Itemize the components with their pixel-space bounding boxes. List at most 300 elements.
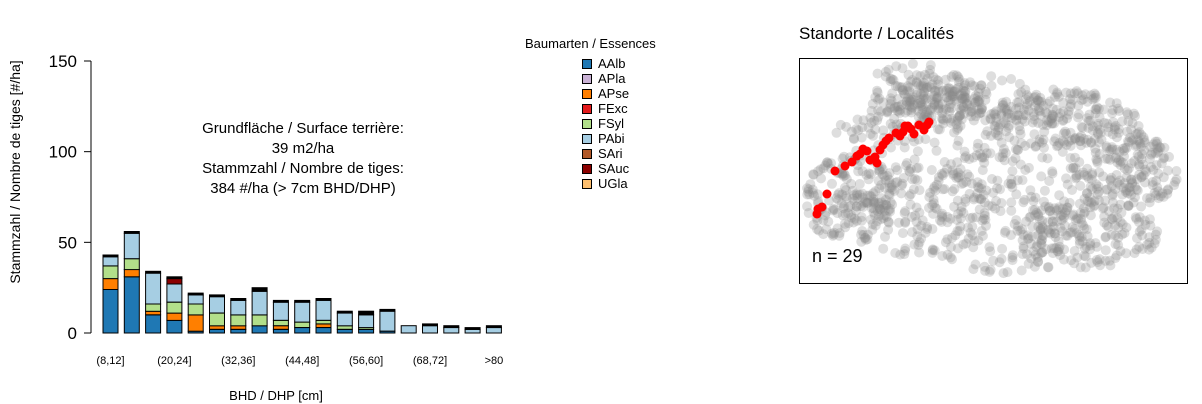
map-point [1069,258,1079,268]
legend-item-fsyl [582,116,656,131]
map-point [980,215,990,225]
bar-2-series-9 [146,271,161,273]
map-point [997,76,1007,86]
map-point [1058,147,1068,157]
map-point [1036,97,1046,107]
y-tick-label: 50 [58,233,77,253]
map-point [946,252,956,262]
map-point [942,93,952,103]
map-point [1023,230,1033,240]
legend-label: SAri [598,146,623,161]
bar-1-series-5 [124,233,139,258]
map-point [980,262,990,272]
bar-1-series-2 [124,270,139,277]
map-point [1014,97,1024,107]
map-point [991,117,1001,127]
summary-annotation [202,120,404,197]
map-point [1145,214,1155,224]
legend-swatch [582,119,592,129]
bar-3-series-5 [167,284,182,302]
map-point [1043,262,1053,272]
bar-9-series-9 [295,300,310,302]
map-point [904,70,914,80]
map-point [1077,90,1087,100]
bar-7-series-9 [252,288,267,292]
map-point [1070,224,1080,234]
map-point [1124,137,1134,147]
map-point [952,125,962,135]
legend-swatch [582,164,592,174]
site-point [910,130,919,139]
map-point [1016,160,1026,170]
bar-1-series-9 [124,232,139,234]
map-point [1105,260,1115,270]
map-point [841,122,851,132]
map-point [1021,217,1031,227]
map-point [891,162,901,172]
map-point [910,154,920,164]
bar-0-series-0 [103,290,118,334]
map-point [973,182,983,192]
site-point [873,159,882,168]
annotation-line-1: Grundfläche / Surface terrière: [202,120,404,137]
map-point [1092,255,1102,265]
map-point [867,106,877,116]
map-point [988,256,998,266]
y-axis-label: Stammzahl / Nombre de tiges [#/ha] [7,60,23,284]
legend-item-ugla [582,176,656,191]
map-point [941,237,951,247]
site-count-label: n = 29 [812,246,863,266]
bar-8-series-5 [273,302,288,320]
legend-item-apla [582,71,656,86]
map-point [1124,163,1134,173]
bar-6-series-0 [231,329,246,333]
bar-3-series-0 [167,320,182,333]
map-point [1013,145,1023,155]
bar-6-series-5 [231,300,246,315]
bar-9-series-5 [295,302,310,322]
map-point [1033,257,1043,267]
map-point [896,188,906,198]
map-point [1150,188,1160,198]
map-point [887,183,897,193]
map-point [977,226,987,236]
bar-8-series-0 [273,329,288,333]
bar-12-series-9 [359,311,374,315]
annotation-line-3: Stammzahl / Nombre de tiges: [202,160,404,177]
bar-7-series-0 [252,326,267,333]
bar-10-series-5 [316,300,331,320]
map-point [841,185,851,195]
legend-label: FSyl [598,116,624,131]
x-tick-label: (56,60] [348,355,384,367]
map-point [959,102,969,112]
map-point [894,218,904,228]
bar-4-series-4 [188,304,203,315]
map-point [949,202,959,212]
map-point [1054,190,1064,200]
map-point [1112,250,1122,260]
species-legend [525,36,656,191]
map-point [1018,249,1028,259]
map-point [929,91,939,101]
map-point [890,248,900,258]
map-point [1074,157,1084,167]
legend-label: PAbi [598,131,625,146]
bar-6-series-9 [231,299,246,301]
map-point [912,175,922,185]
map-point [1085,244,1095,254]
bar-14-series-5 [401,326,416,333]
legend-label: UGla [598,176,628,191]
bar-0-series-2 [103,279,118,290]
map-point [1132,233,1142,243]
map-point [994,131,1004,141]
map-point [927,165,937,175]
bar-2-series-5 [146,273,161,304]
bar-9-series-0 [295,328,310,333]
map-point [1054,202,1064,212]
legend-item-pabi [582,131,656,146]
map-point [1091,154,1101,164]
map-point [985,246,995,256]
map-point [1061,173,1071,183]
map-point [852,190,862,200]
bar-0-series-9 [103,255,118,257]
map-point [856,230,866,240]
map-point [853,125,863,135]
map-point [1007,113,1017,123]
map-point [1011,189,1021,199]
map-point [1040,186,1050,196]
map-point [941,75,951,85]
legend-swatch [582,134,592,144]
y-tick-label: 100 [48,142,77,162]
bar-3-series-9 [167,277,182,279]
map-point [1056,211,1066,221]
map-point [1066,88,1076,98]
map-point [1054,112,1064,122]
bar-5-series-5 [210,297,225,313]
legend-label: AAlb [598,56,626,71]
bar-17-series-9 [465,328,480,330]
site-point [896,132,905,141]
map-point [1101,232,1111,242]
map-point [1020,85,1030,95]
map-point [1042,120,1052,130]
bar-15-series-5 [423,326,438,333]
map-point [937,114,947,124]
map-point [897,179,907,189]
map-point [832,128,842,138]
map-point [948,186,958,196]
map-point [986,71,996,81]
map-point [1006,179,1016,189]
map-point [937,212,947,222]
bar-10-series-9 [316,299,331,301]
map-point [1086,90,1096,100]
bar-13-series-5 [380,311,395,331]
map-point [840,219,850,229]
map-point [1020,195,1030,205]
site-point [823,190,832,199]
legend-items [525,56,656,191]
map-point [853,115,863,125]
map-point [827,179,837,189]
map-point [1152,137,1162,147]
legend-label: FExc [598,101,628,116]
map-point [1133,135,1143,145]
map-point [913,240,923,250]
map-point [955,222,965,232]
map-point [1064,106,1074,116]
map-point [957,114,967,124]
map-point [1099,202,1109,212]
legend-item-fexc [582,101,656,116]
map-point [921,134,931,144]
x-axis-label: BHD / DHP [cm] [229,388,323,403]
map-point [1101,245,1111,255]
legend-swatch [582,179,592,189]
map-point [912,78,922,88]
bar-5-series-0 [210,329,225,333]
map-point [895,82,905,92]
map-point [894,102,904,112]
map-point [968,153,978,163]
map-point [880,232,890,242]
map-point [971,260,981,270]
legend-title: Baumarten / Essences [525,36,656,51]
map-point [1025,96,1035,106]
x-tick-label: (32,36] [221,355,256,367]
map-point [925,188,935,198]
legend-swatch [582,59,592,69]
site-point [831,167,840,176]
annotation-line-2: 39 m2/ha [271,140,335,157]
map-point [916,101,926,111]
map-point [907,227,917,237]
map-point [900,246,910,256]
legend-item-sauc [582,161,656,176]
bar-4-series-5 [188,295,203,304]
bars-layer [103,232,501,334]
map-point [996,198,1006,208]
legend-swatch [582,74,592,84]
bar-8-series-4 [273,320,288,325]
legend-item-apse [582,86,656,101]
y-tick-label: 150 [48,52,77,71]
map-point [1158,154,1168,164]
bar-8-series-9 [273,300,288,302]
map-point [820,161,830,171]
map-point [852,216,862,226]
map-point [1171,166,1181,176]
map-point [882,107,892,117]
map-point [1024,105,1034,115]
legend-label: SAuc [598,161,630,176]
map-point [1024,259,1034,269]
map-point [1003,267,1013,277]
map-point [977,153,987,163]
map-point [1111,239,1121,249]
map-point [1068,211,1078,221]
map-point [1094,137,1104,147]
map-point [908,59,918,69]
map-point [965,77,975,87]
map-point [1105,175,1115,185]
map-point [1016,129,1026,139]
map-point [886,74,896,84]
map-point [868,188,878,198]
map-point [1137,244,1147,254]
map-point [945,84,955,94]
map-point [1102,220,1112,230]
map-point [939,168,949,178]
map-point [954,77,964,87]
map-point [1000,228,1010,238]
legend-swatch [582,149,592,159]
bar-10-series-2 [316,324,331,328]
map-point [957,94,967,104]
map-point [964,172,974,182]
bar-11-series-9 [337,311,352,313]
bar-16-series-5 [444,328,459,333]
legend-item-aalb [582,56,656,71]
map-point [1043,153,1053,163]
map-point [1084,173,1094,183]
map-point [867,225,877,235]
map-point [1037,247,1047,257]
bar-3-series-7 [167,279,182,284]
map-point [1058,136,1068,146]
map-point [1141,167,1151,177]
bar-0-series-5 [103,257,118,266]
map-point [828,205,838,215]
site-point [853,152,862,161]
map-point [872,86,882,96]
map-point [1123,188,1133,198]
map-point [1113,104,1123,114]
map-point [977,104,987,114]
x-tick-label: (8,12] [96,355,125,367]
site-point [901,122,910,131]
legend-swatch [582,89,592,99]
bar-13-series-9 [380,309,395,311]
bar-4-series-2 [188,315,203,331]
bar-7-series-5 [252,291,267,315]
map-point [997,244,1007,254]
map-title: Standorte / Localités [799,24,954,43]
map-point [974,88,984,98]
map-point [1082,113,1092,123]
bar-0-series-4 [103,266,118,279]
bar-1-series-0 [124,277,139,333]
map-point [900,206,910,216]
bar-11-series-5 [337,313,352,326]
legend-item-sari [582,146,656,161]
map-point [905,167,915,177]
map-point [867,118,877,128]
map-point [1046,229,1056,239]
map-point [1029,196,1039,206]
annotation-line-4: 384 #/ha (> 7cm BHD/DHP) [210,180,396,197]
bar-6-series-4 [231,315,246,326]
site-point [923,121,932,130]
map-point [875,166,885,176]
map-point [1122,223,1132,233]
map-point [1039,135,1049,145]
bar-18-series-5 [486,328,501,333]
map-point [930,138,940,148]
bar-18-series-9 [486,326,501,328]
bar-2-series-4 [146,304,161,311]
bar-12-series-0 [359,329,374,333]
map-point [873,69,883,79]
bar-16-series-9 [444,326,459,328]
map-point [1052,89,1062,99]
bar-7-series-4 [252,315,267,326]
map-point [1028,246,1038,256]
map-point [968,213,978,223]
map-point [834,195,844,205]
bar-11-series-0 [337,329,352,333]
map-point [1041,108,1051,118]
map-point [912,90,922,100]
map-point [1134,217,1144,227]
map-point [922,224,932,234]
map-point [1095,113,1105,123]
bar-5-series-4 [210,313,225,326]
map-point [1134,159,1144,169]
map-point [1133,186,1143,196]
map-point [1078,236,1088,246]
map-point [898,228,908,238]
map-point [987,174,997,184]
map-point [1045,206,1055,216]
map-point [1006,74,1016,84]
bar-3-series-2 [167,313,182,320]
map-point [1055,250,1065,260]
site-point [814,205,823,214]
map-point [1152,226,1162,236]
map-point [1108,117,1118,127]
map-point [915,185,925,195]
map-point [1080,207,1090,217]
bar-3-series-4 [167,302,182,313]
map-point [1123,109,1133,119]
bar-10-series-0 [316,328,331,333]
map-point [1000,155,1010,165]
x-tick-label: (68,72] [412,355,448,367]
bar-1-series-4 [124,259,139,270]
bar-4-series-9 [188,293,203,295]
map-point [808,185,818,195]
map-point [879,213,889,223]
map-point [1122,127,1132,137]
map-point [802,201,812,211]
map-point [1094,167,1104,177]
map-point [1136,202,1146,212]
map-point [843,202,853,212]
x-tick-label: >80 [484,355,504,367]
bar-8-series-2 [273,326,288,330]
legend-swatch [582,104,592,114]
map-point [1087,184,1097,194]
map-point [1124,201,1134,211]
map-point [839,152,849,162]
legend-label: APla [598,71,626,86]
